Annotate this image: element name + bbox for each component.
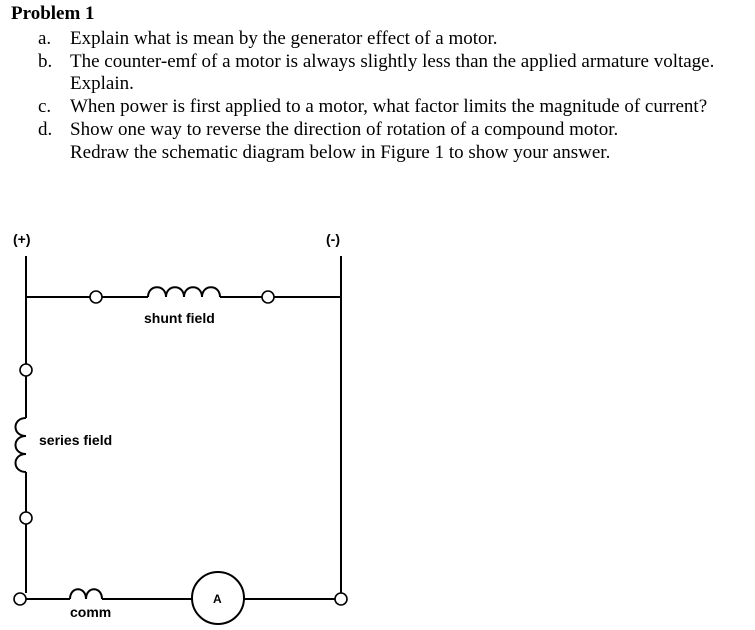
commutator-coil <box>70 589 102 599</box>
series-terminal-top <box>20 364 32 376</box>
question-b-continuation: Explain. <box>70 73 134 94</box>
question-d-continuation: Redraw the schematic diagram below in Figure 1 to show your answer. <box>70 142 611 163</box>
bottom-right-terminal <box>335 593 347 605</box>
question-b-text: The counter-emf of a motor is always slightly less than the applied armature voltage. <box>70 51 715 72</box>
positive-terminal-label: (+) <box>13 231 31 247</box>
series-field-label: series field <box>39 432 113 448</box>
question-a-text: Explain what is mean by the generator effect of a motor. <box>70 28 498 49</box>
question-d-text: Show one way to reverse the direction of rotation of a compound motor. <box>70 119 619 140</box>
question-d-letter: d. <box>38 119 53 140</box>
question-c-text: When power is first applied to a motor, what factor limits the magnitude of current? <box>70 96 708 117</box>
bottom-left-terminal <box>14 593 26 605</box>
negative-terminal-label: (-) <box>326 231 340 247</box>
shunt-field-coil <box>148 287 220 297</box>
shunt-terminal-left <box>90 291 102 303</box>
question-c-letter: c. <box>38 96 52 117</box>
series-terminal-bottom <box>20 512 32 524</box>
problem-title: Problem 1 <box>11 3 95 24</box>
shunt-field-label: shunt field <box>144 310 215 326</box>
armature-label: A <box>213 592 222 606</box>
question-a-letter: a. <box>38 28 52 49</box>
series-field-coil <box>16 418 27 472</box>
question-b-letter: b. <box>38 51 53 72</box>
commutator-label: comm <box>70 604 112 620</box>
shunt-terminal-right <box>262 291 274 303</box>
